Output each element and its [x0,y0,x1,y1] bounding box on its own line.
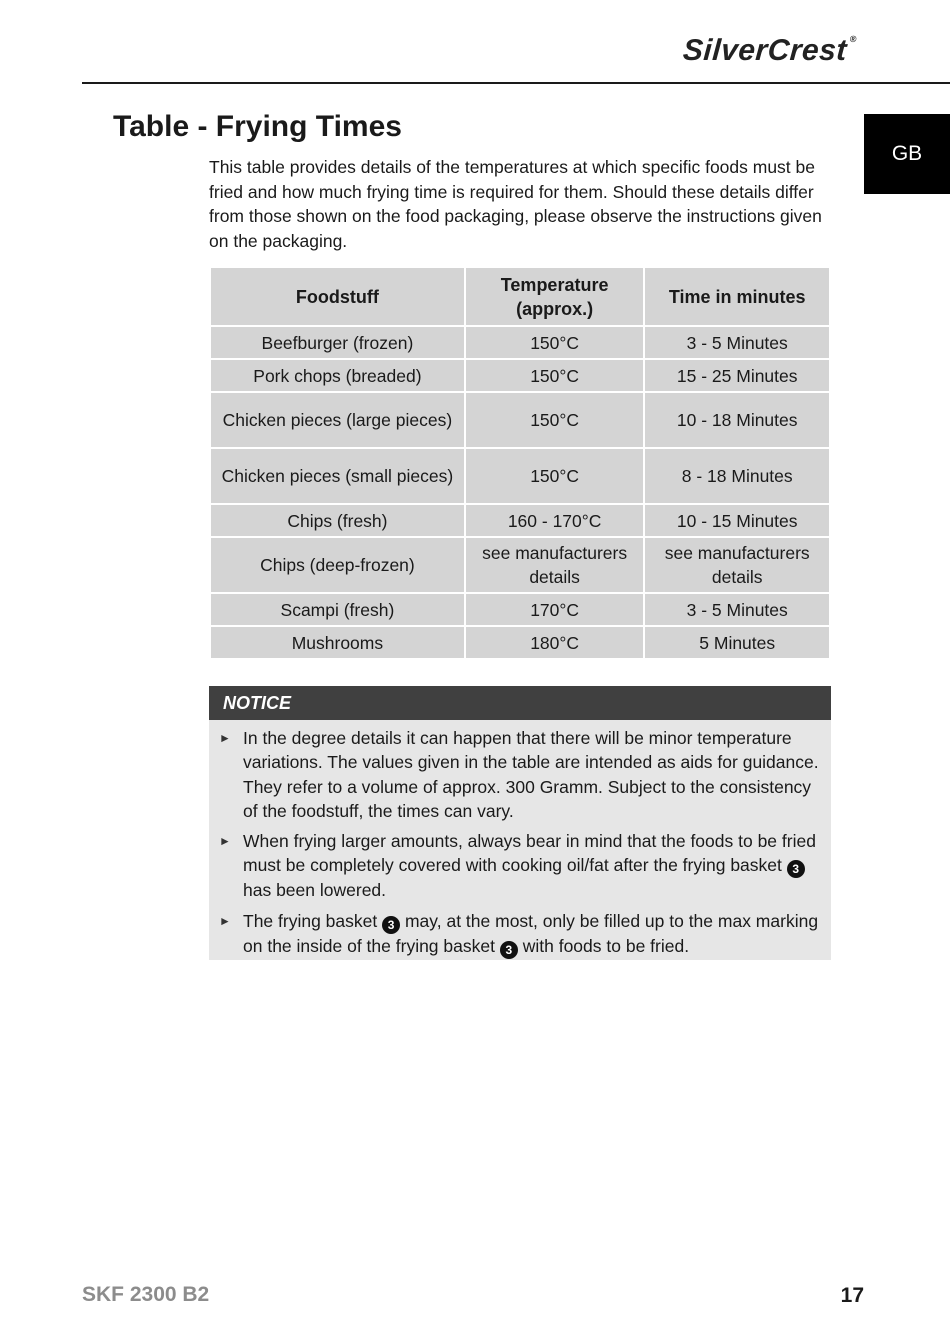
cell-temperature: 150°C [466,360,644,391]
notice-text: may, at the most, only be filled up to the max marking on the inside of the frying basket [243,910,819,956]
table-row [211,505,829,536]
cell-time: 10 - 15 Minutes [645,505,829,536]
notice-text: with foods to be fried. [522,935,690,956]
table-row [211,594,829,625]
page-number: 17 [840,1284,864,1307]
table-row [211,360,829,391]
cell-time: 5 Minutes [645,627,829,658]
bullet-arrow-icon: ► [219,913,231,928]
notice-text: The frying basket [243,910,378,931]
cell-time: 3 - 5 Minutes [645,594,829,625]
cell-foodstuff: Chips (fresh) [211,505,464,536]
cell-temperature: see manufacturers details [466,538,644,592]
cell-temperature: 180°C [466,627,644,658]
page-title: Table - Frying Times [113,110,402,143]
table-row [211,393,829,447]
notice-box [209,686,831,960]
intro-paragraph: This table provides details of the temperatures at which specific foods must be fried and how much frying time is required for them. Should these details differ from those shown on the food packaging, please observe the instructions given on the packaging. [209,157,822,251]
table-header-row [211,268,829,325]
cell-temperature: 150°C [466,327,644,358]
table-row [211,449,829,503]
part-number-badge: 3 [382,916,400,934]
table-row [211,538,829,592]
cell-foodstuff: Chips (deep-frozen) [211,538,464,592]
cell-foodstuff: Pork chops (breaded) [211,360,464,391]
model-number: SKF 2300 B2 [82,1283,210,1306]
brand-logo [682,34,857,68]
cell-temperature: 160 - 170°C [466,505,644,536]
cell-foodstuff: Mushrooms [211,627,464,658]
cell-time: see manufacturers details [645,538,829,592]
bullet-arrow-icon: ► [219,731,231,745]
brand-name: SilverCrest [681,34,849,67]
language-tab: GB [864,114,950,194]
cell-time: 3 - 5 Minutes [645,327,829,358]
cell-foodstuff: Chicken pieces (large pieces) [211,393,464,447]
cell-temperature: 170°C [466,594,644,625]
notice-item [219,909,823,959]
bullet-arrow-icon: ► [219,834,231,849]
cell-foodstuff: Chicken pieces (small pieces) [211,449,464,503]
part-number-badge: 3 [787,860,805,878]
cell-foodstuff: Scampi (fresh) [211,594,464,625]
notice-text: When frying larger amounts, always bear in mind that the foods to be fried must be completely covered with cooking oil/fat after the frying basket [243,831,816,876]
cell-temperature: 150°C [466,449,644,503]
table-row [211,327,829,358]
notice-heading: NOTICE [209,686,831,720]
header-time: Time in minutes [645,268,829,325]
header-temperature: Temperature (approx.) [466,268,644,325]
table-row [211,627,829,658]
part-number-badge: 3 [500,941,518,959]
cell-time: 8 - 18 Minutes [645,449,829,503]
notice-list [209,720,831,959]
header-foodstuff: Foodstuff [211,268,464,325]
notice-text: In the degree details it can happen that there will be minor temperature variations. The values given in the table are intended as aids for guidance. They refer to a volume of approx. 300 Gramm. Subject to the consistency of the foodstuff, the times can vary. [243,728,819,821]
notice-text: has been lowered. [243,880,387,901]
frying-times-table [209,266,831,660]
header-rule [82,82,950,84]
notice-item [219,829,823,903]
registered-mark: ® [849,34,858,44]
notice-item [219,726,823,823]
cell-time: 10 - 18 Minutes [645,393,829,447]
cell-time: 15 - 25 Minutes [645,360,829,391]
cell-foodstuff: Beefburger (frozen) [211,327,464,358]
cell-temperature: 150°C [466,393,644,447]
